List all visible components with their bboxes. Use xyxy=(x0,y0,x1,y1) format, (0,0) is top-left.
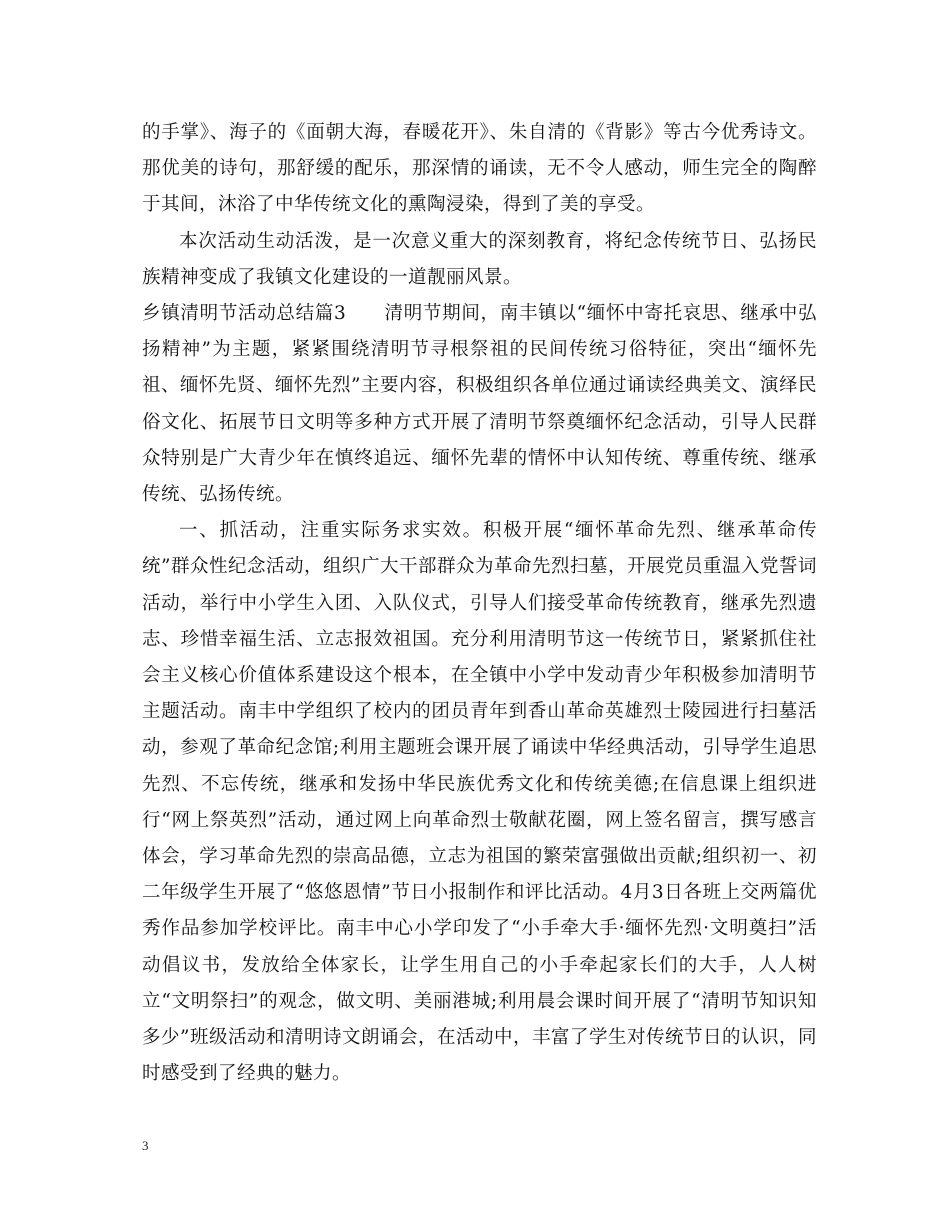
paragraph-3 xyxy=(142,296,817,513)
section-heading: 乡镇清明节活动总结篇3 xyxy=(142,303,347,325)
page-number: 3 xyxy=(142,1138,149,1153)
paragraph-4: 一、抓活动，注重实际务求实效。积极开展“缅怀革命先烈、继承革命传统”群众性纪念活动，组织广大干部群众为革命先烈扫墓，开展党员重温入党誓词活动，举行中小学生入团、入队仪式，引导人们接受革命传统教育，继承先烈遗志、珍惜幸福生活、立志报效祖国。充分利用清明节这一传统节日，紧紧抓住社会主义核心价值体系建设这个根本，在全镇中小学中发动青少年积极参加清明节主题活动。南丰中学组织了校内的团员青年到香山革命英雄烈士陵园进行扫墓活动，参观了革命纪念馆;利用主题班会课开展了诵读中华经典活动，引导学生追思先烈、不忘传统，继承和发扬中华民族优秀文化和传统美德;在信息课上组织进行“网上祭英烈”活动，通过网上向革命烈士敬献花圈，网上签名留言，撰写感言体会，学习革命先烈的崇高品德，立志为祖国的繁荣富强做出贡献;组织初一、初二年级学生开展了“悠悠恩情”节日小报制作和评比活动。4月3日各班上交两篇优秀作品参加学校评比。南丰中心小学印发了“小手牵大手·缅怀先烈·文明奠扫”活动倡议书，发放给全体家长，让学生用自己的小手牵起家长们的大手，人人树立“文明祭扫”的观念，做文明、美丽港城;利用晨会课时间开展了“清明节知识知多少”班级活动和清明诗文朗诵会，在活动中，丰富了学生对传统节日的认识，同时感受到了经典的魅力。 xyxy=(142,520,817,1085)
paragraph-1: 的手掌》、海子的《面朝大海，春暖花开》、朱自清的《背影》等古今优秀诗文。那优美的诗句，那舒缓的配乐，那深情的诵读，无不令人感动，师生完全的陶醉于其间，沐浴了中华传统文化的熏陶浸染，得到了美的享受。 xyxy=(142,122,817,216)
paragraph-2: 本次活动生动活泼，是一次意义重大的深刻教育，将纪念传统节日、弘扬民族精神变成了我镇文化建设的一道靓丽风景。 xyxy=(142,230,817,288)
paragraph-3-text: 清明节期间，南丰镇以“缅怀中寄托哀思、继承中弘扬精神”为主题，紧紧围绕清明节寻根祭祖的民间传统习俗特征，突出“缅怀先祖、缅怀先贤、缅怀先烈”主要内容，积极组织各单位通过诵读经典美文、演绎民俗文化、拓展节日文明等多种方式开展了清明节祭奠缅怀纪念活动，引导人民群众特别是广大青少年在慎终追远、缅怀先辈的情怀中认知传统、尊重传统、继承传统、弘扬传统。 xyxy=(142,303,817,506)
document-body xyxy=(142,115,817,1092)
